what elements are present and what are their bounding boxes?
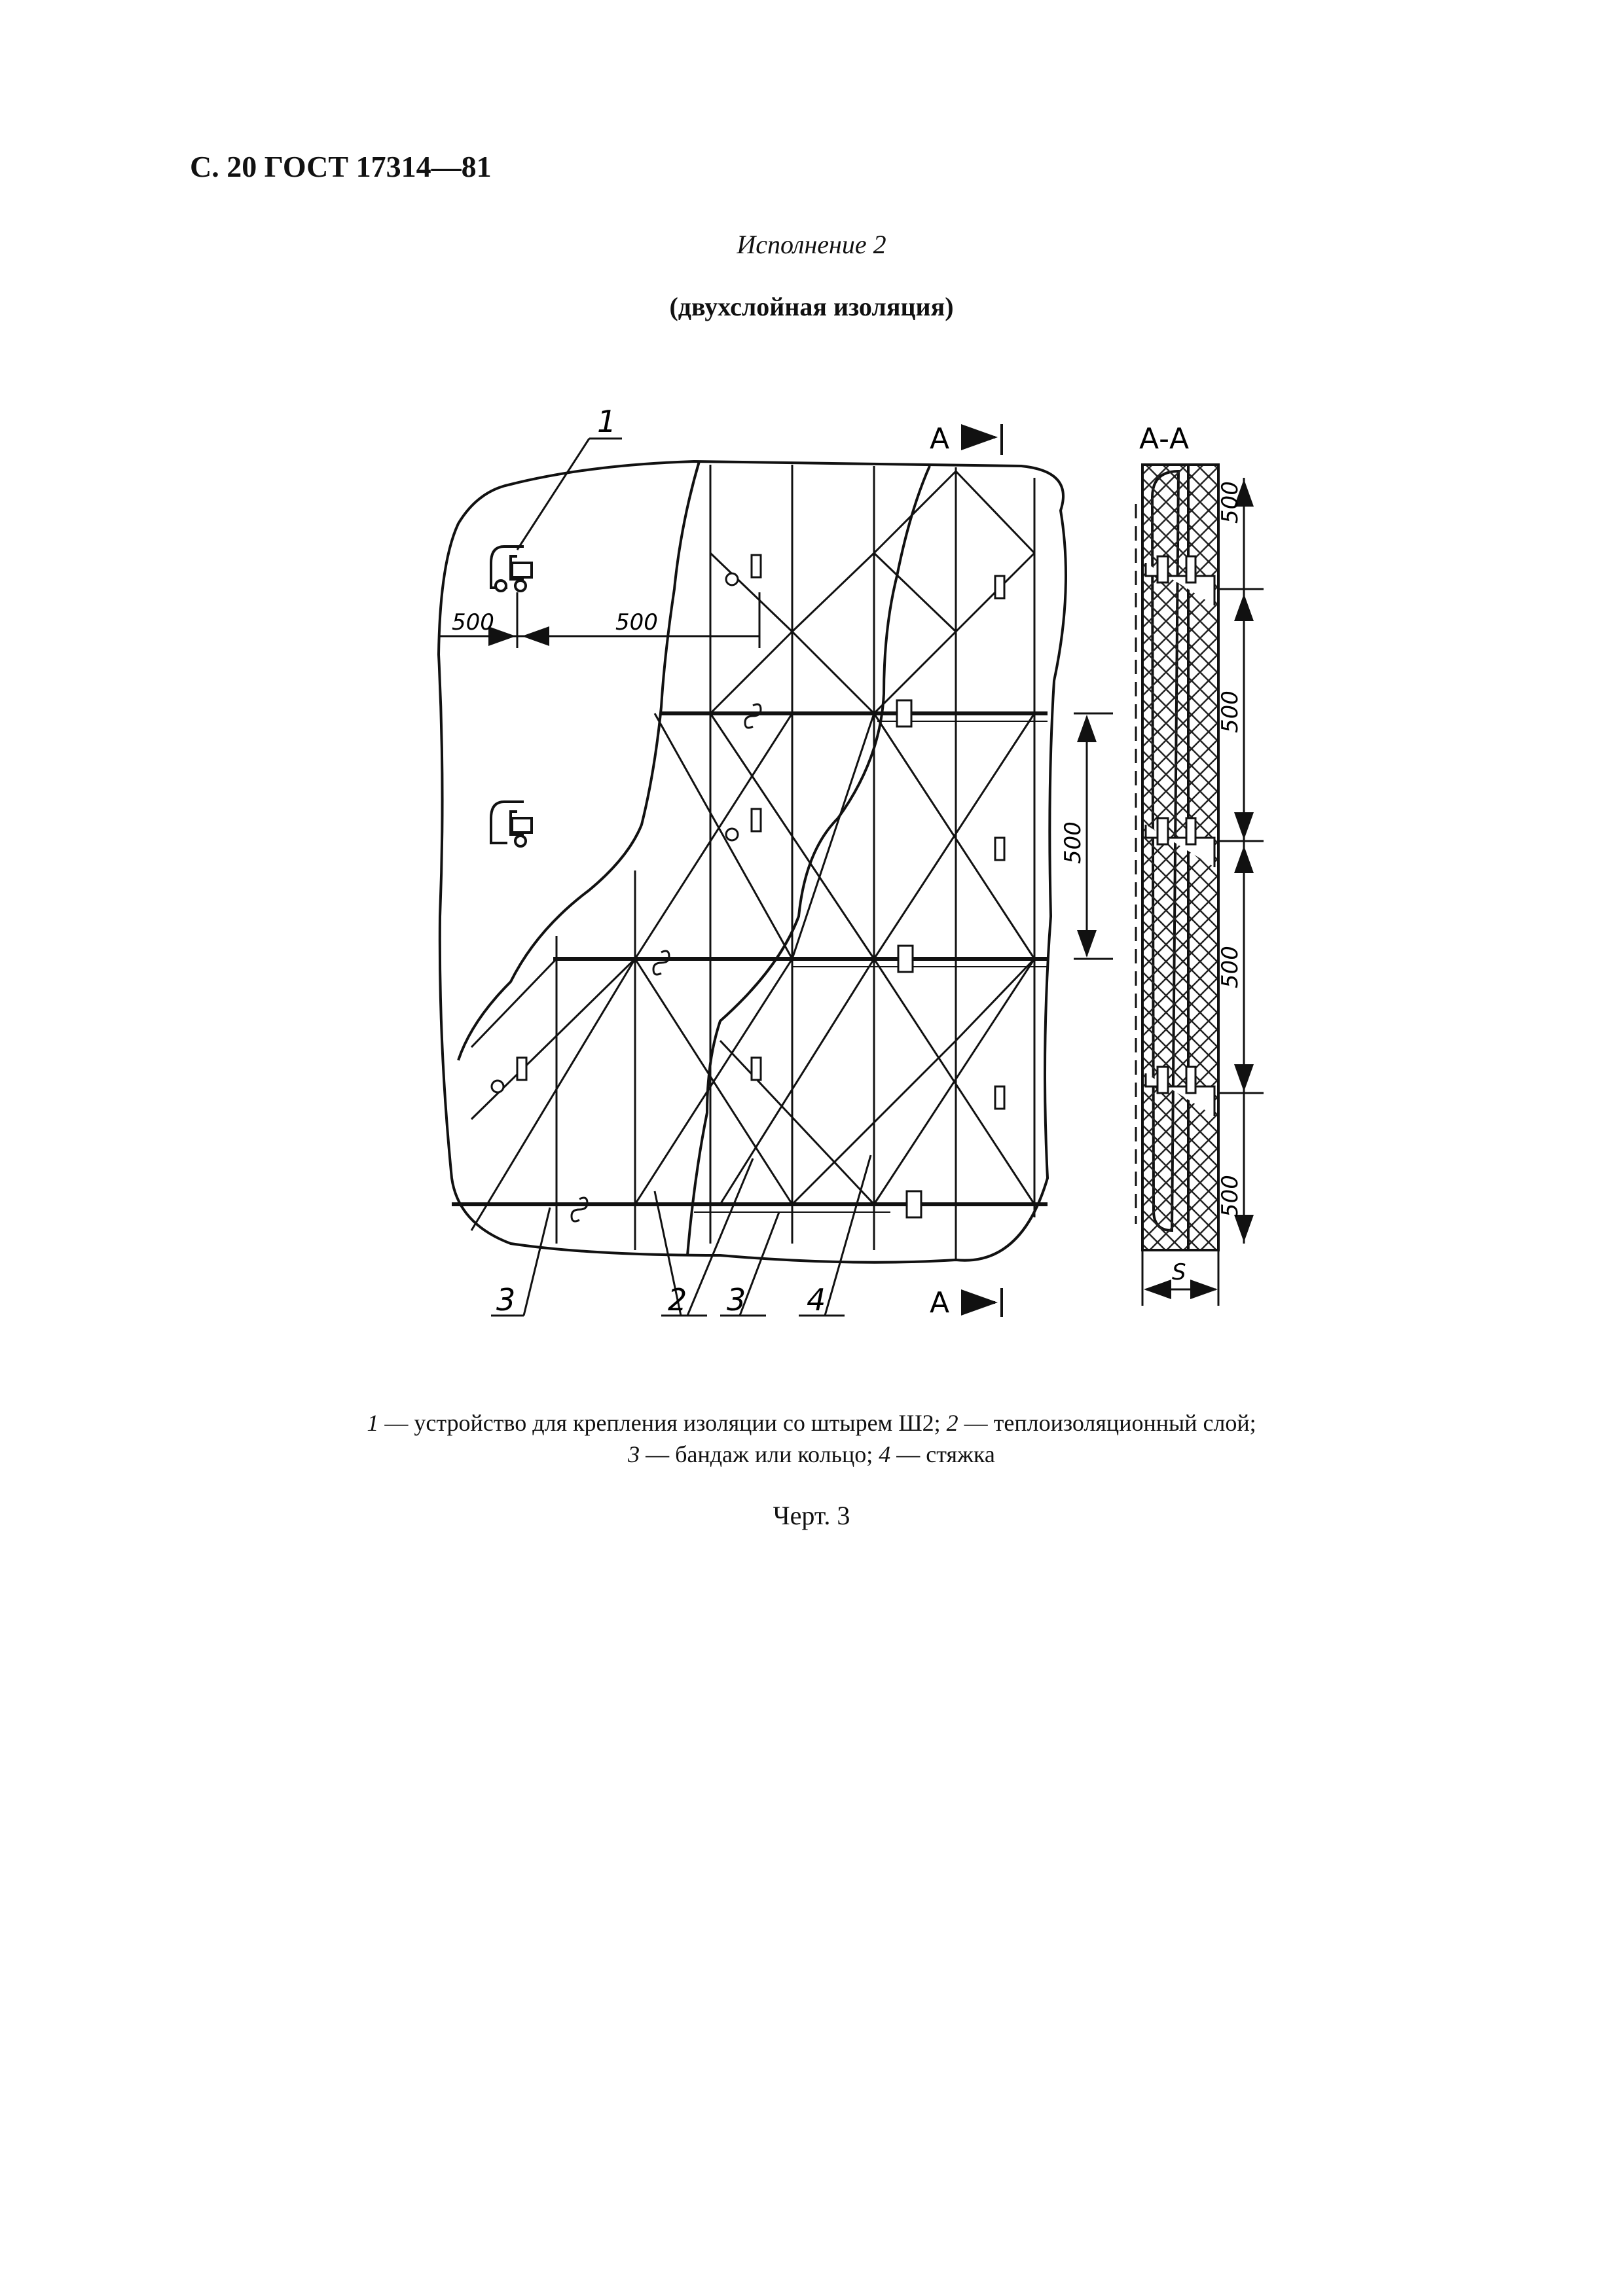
legend-text-1: — устройство для крепления изоляции со штырем Ш2; [378, 1410, 947, 1436]
legend-text-4: — стяжка [890, 1441, 995, 1467]
variant-subtitle: (двухслойная изоляция) [669, 292, 954, 321]
legend-line-2 [0, 1439, 1623, 1470]
page-header: С. 20 ГОСТ 17314—81 [190, 150, 492, 183]
legend-text-3: — бандаж или кольцо; [640, 1441, 879, 1467]
dim-plan-left: 500 [452, 609, 494, 636]
section-marker-top [962, 424, 1002, 455]
dim-plan-vertical: 500 [1060, 821, 1086, 864]
callout-1: 1 [597, 404, 617, 439]
plan-view [439, 461, 1066, 1263]
legend-num-2: 2 [946, 1410, 958, 1436]
legend-num-4: 4 [879, 1441, 891, 1467]
section-marker-bottom [962, 1288, 1002, 1317]
dim-section-3: 500 [1217, 946, 1243, 988]
fixing-device-1 [491, 547, 532, 591]
figure-caption: Черт. 3 [773, 1501, 850, 1530]
legend-line-1 [0, 1407, 1623, 1439]
legend-num-3: 3 [628, 1441, 640, 1467]
dim-thickness: S [1172, 1259, 1186, 1285]
dim-section-1: 500 [1217, 481, 1243, 524]
legend-text-2: — теплоизоляционный слой; [958, 1410, 1256, 1436]
fixing-device-2 [491, 802, 532, 846]
section-view [1136, 465, 1218, 1250]
legend-num-1: 1 [367, 1410, 379, 1436]
section-letter-bottom: А [930, 1286, 950, 1319]
callout-4: 4 [807, 1282, 826, 1318]
dim-section-2: 500 [1217, 691, 1243, 733]
callout-3-left: 3 [496, 1282, 516, 1318]
variant-title: Исполнение 2 [737, 230, 886, 259]
dim-plan-right: 500 [615, 609, 658, 636]
dim-section-4: 500 [1217, 1175, 1243, 1217]
legend [0, 1407, 1623, 1470]
callout-3-right: 3 [727, 1282, 746, 1318]
section-letter-top: А [930, 422, 950, 456]
section-view-label: А-А [1139, 422, 1190, 456]
callout-2: 2 [668, 1282, 687, 1318]
